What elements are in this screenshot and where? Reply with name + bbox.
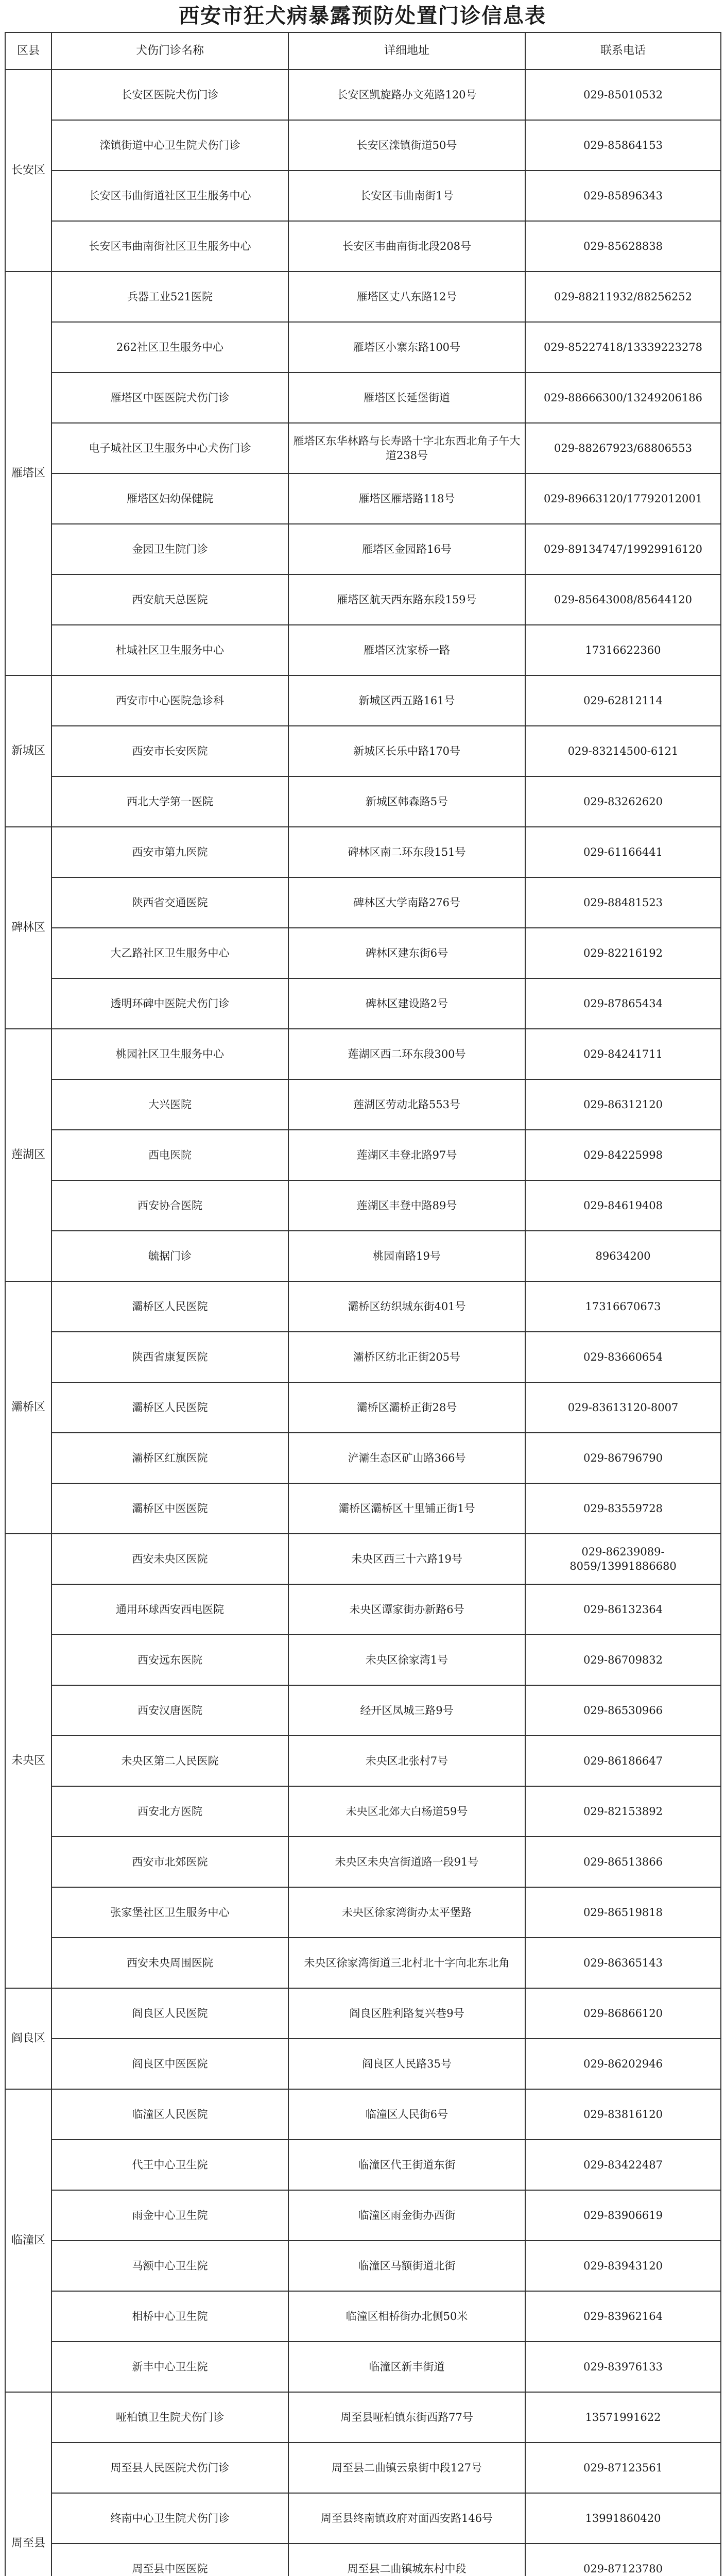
address-cell: 雁塔区金园路16号 bbox=[288, 524, 525, 574]
clinic-name-cell: 终南中心卫生院犬伤门诊 bbox=[51, 2493, 288, 2544]
address-cell: 灞桥区灞桥区十里铺正街1号 bbox=[288, 1483, 525, 1534]
address-cell: 临潼区新丰街道 bbox=[288, 2342, 525, 2392]
clinic-name-cell: 阎良区人民医院 bbox=[51, 1988, 288, 2039]
address-cell: 桃园南路19号 bbox=[288, 1231, 525, 1281]
header-district: 区县 bbox=[5, 32, 51, 70]
phone-cell: 029-83962164 bbox=[525, 2291, 721, 2342]
district-cell: 碑林区 bbox=[5, 827, 51, 1029]
phone-cell: 029-84241711 bbox=[525, 1029, 721, 1079]
clinic-name-cell: 西安航天总医院 bbox=[51, 574, 288, 625]
clinic-name-cell: 西安未央区医院 bbox=[51, 1534, 288, 1584]
address-cell: 临潼区代王街道东街 bbox=[288, 2140, 525, 2190]
address-cell: 长安区滦镇街道50号 bbox=[288, 120, 525, 171]
address-cell: 灞桥区纺北正街205号 bbox=[288, 1332, 525, 1382]
address-cell: 未央区徐家湾街办太平堡路 bbox=[288, 1887, 525, 1938]
clinic-name-cell: 新丰中心卫生院 bbox=[51, 2342, 288, 2392]
table-row bbox=[5, 2392, 721, 2443]
table-row bbox=[5, 1433, 721, 1483]
address-cell: 碑林区建设路2号 bbox=[288, 978, 525, 1029]
clinic-name-cell: 西安市北郊医院 bbox=[51, 1837, 288, 1887]
header-phone: 联系电话 bbox=[525, 32, 721, 70]
phone-cell: 029-86530966 bbox=[525, 1685, 721, 1736]
district-cell: 未央区 bbox=[5, 1534, 51, 1988]
phone-cell: 029-83906619 bbox=[525, 2190, 721, 2241]
table-row bbox=[5, 1635, 721, 1685]
phone-cell: 13991860420 bbox=[525, 2493, 721, 2544]
clinic-table bbox=[5, 32, 721, 2576]
address-cell: 灞桥区灞桥正街28号 bbox=[288, 1382, 525, 1433]
district-cell: 灞桥区 bbox=[5, 1281, 51, 1534]
district-cell: 临潼区 bbox=[5, 2089, 51, 2392]
phone-cell: 029-62812114 bbox=[525, 675, 721, 726]
district-cell: 周至县 bbox=[5, 2392, 51, 2576]
phone-cell: 029-83976133 bbox=[525, 2342, 721, 2392]
clinic-name-cell: 代王中心卫生院 bbox=[51, 2140, 288, 2190]
phone-cell: 029-86202946 bbox=[525, 2039, 721, 2089]
table-row bbox=[5, 171, 721, 221]
address-cell: 未央区西三十六路19号 bbox=[288, 1534, 525, 1584]
table-row bbox=[5, 928, 721, 978]
phone-cell: 029-85010532 bbox=[525, 70, 721, 120]
address-cell: 临潼区雨金街办西街 bbox=[288, 2190, 525, 2241]
address-cell: 经开区凤城三路9号 bbox=[288, 1685, 525, 1736]
phone-cell: 029-82216192 bbox=[525, 928, 721, 978]
phone-cell: 029-83214500-6121 bbox=[525, 726, 721, 776]
phone-cell: 029-85628838 bbox=[525, 221, 721, 272]
address-cell: 碑林区大学南路276号 bbox=[288, 877, 525, 928]
table-row bbox=[5, 221, 721, 272]
phone-cell: 029-85864153 bbox=[525, 120, 721, 171]
phone-cell: 029-61166441 bbox=[525, 827, 721, 877]
clinic-name-cell: 长安区韦曲街道社区卫生服务中心 bbox=[51, 171, 288, 221]
clinic-name-cell: 西安远东医院 bbox=[51, 1635, 288, 1685]
address-cell: 未央区谭家街办新路6号 bbox=[288, 1584, 525, 1635]
clinic-name-cell: 毓据门诊 bbox=[51, 1231, 288, 1281]
address-cell: 雁塔区航天西东路东段159号 bbox=[288, 574, 525, 625]
phone-cell: 029-86513866 bbox=[525, 1837, 721, 1887]
table-row bbox=[5, 372, 721, 423]
clinic-name-cell: 杜城社区卫生服务中心 bbox=[51, 625, 288, 675]
address-cell: 未央区徐家湾1号 bbox=[288, 1635, 525, 1685]
phone-cell: 029-88666300/13249206186 bbox=[525, 372, 721, 423]
clinic-name-cell: 相桥中心卫生院 bbox=[51, 2291, 288, 2342]
address-cell: 灞桥区纺织城东街401号 bbox=[288, 1281, 525, 1332]
address-cell: 雁塔区丈八东路12号 bbox=[288, 272, 525, 322]
phone-cell: 029-84619408 bbox=[525, 1180, 721, 1231]
table-row bbox=[5, 1281, 721, 1332]
table-row bbox=[5, 1988, 721, 2039]
clinic-name-cell: 大兴医院 bbox=[51, 1079, 288, 1130]
header-address: 详细地址 bbox=[288, 32, 525, 70]
phone-cell: 029-86239089-8059/13991886680 bbox=[525, 1534, 721, 1584]
address-cell: 莲湖区丰登中路89号 bbox=[288, 1180, 525, 1231]
table-row bbox=[5, 1079, 721, 1130]
phone-cell: 029-88267923/68806553 bbox=[525, 423, 721, 473]
phone-cell: 029-85896343 bbox=[525, 171, 721, 221]
clinic-name-cell: 大乙路社区卫生服务中心 bbox=[51, 928, 288, 978]
clinic-name-cell: 长安区韦曲南街社区卫生服务中心 bbox=[51, 221, 288, 272]
table-row bbox=[5, 675, 721, 726]
district-cell: 长安区 bbox=[5, 70, 51, 272]
table-row bbox=[5, 978, 721, 1029]
clinic-name-cell: 西安北方医院 bbox=[51, 1786, 288, 1837]
phone-cell: 029-86186647 bbox=[525, 1736, 721, 1786]
table-row bbox=[5, 2140, 721, 2190]
clinic-name-cell: 电子城社区卫生服务中心犬伤门诊 bbox=[51, 423, 288, 473]
table-row bbox=[5, 1685, 721, 1736]
phone-cell: 029-83943120 bbox=[525, 2241, 721, 2291]
address-cell: 莲湖区西二环东段300号 bbox=[288, 1029, 525, 1079]
clinic-name-cell: 陕西省康复医院 bbox=[51, 1332, 288, 1382]
clinic-name-cell: 西安市中心医院急诊科 bbox=[51, 675, 288, 726]
clinic-name-cell: 周至县人民医院犬伤门诊 bbox=[51, 2443, 288, 2493]
table-row bbox=[5, 2291, 721, 2342]
clinic-name-cell: 滦镇街道中心卫生院犬伤门诊 bbox=[51, 120, 288, 171]
clinic-name-cell: 262社区卫生服务中心 bbox=[51, 322, 288, 372]
phone-cell: 89634200 bbox=[525, 1231, 721, 1281]
clinic-name-cell: 桃园社区卫生服务中心 bbox=[51, 1029, 288, 1079]
address-cell: 碑林区南二环东段151号 bbox=[288, 827, 525, 877]
phone-cell: 029-89134747/19929916120 bbox=[525, 524, 721, 574]
address-cell: 阎良区人民路35号 bbox=[288, 2039, 525, 2089]
table-row bbox=[5, 1382, 721, 1433]
phone-cell: 029-83262620 bbox=[525, 776, 721, 827]
address-cell: 雁塔区小寨东路100号 bbox=[288, 322, 525, 372]
phone-cell: 029-83613120-8007 bbox=[525, 1382, 721, 1433]
table-row bbox=[5, 2089, 721, 2140]
clinic-name-cell: 雨金中心卫生院 bbox=[51, 2190, 288, 2241]
address-cell: 周至县二曲镇云泉街中段127号 bbox=[288, 2443, 525, 2493]
clinic-name-cell: 陕西省交通医院 bbox=[51, 877, 288, 928]
table-row bbox=[5, 272, 721, 322]
clinic-name-cell: 西安汉唐医院 bbox=[51, 1685, 288, 1736]
table-row bbox=[5, 524, 721, 574]
table-row bbox=[5, 1130, 721, 1180]
clinic-name-cell: 西电医院 bbox=[51, 1130, 288, 1180]
clinic-name-cell: 阎良区中医医院 bbox=[51, 2039, 288, 2089]
address-cell: 未央区北张村7号 bbox=[288, 1736, 525, 1786]
table-row bbox=[5, 2241, 721, 2291]
clinic-name-cell: 灞桥区人民医院 bbox=[51, 1382, 288, 1433]
phone-cell: 029-83422487 bbox=[525, 2140, 721, 2190]
address-cell: 长安区凯旋路办文苑路120号 bbox=[288, 70, 525, 120]
address-cell: 未央区未央宫街道路一段91号 bbox=[288, 1837, 525, 1887]
table-row bbox=[5, 1584, 721, 1635]
table-row bbox=[5, 2039, 721, 2089]
clinic-name-cell: 哑柏镇卫生院犬伤门诊 bbox=[51, 2392, 288, 2443]
clinic-name-cell: 通用环球西安西电医院 bbox=[51, 1584, 288, 1635]
table-row bbox=[5, 1483, 721, 1534]
table-row bbox=[5, 2342, 721, 2392]
address-cell: 长安区韦曲南街1号 bbox=[288, 171, 525, 221]
phone-cell: 029-89663120/17792012001 bbox=[525, 473, 721, 524]
address-cell: 周至县哑柏镇东街西路77号 bbox=[288, 2392, 525, 2443]
phone-cell: 029-85643008/85644120 bbox=[525, 574, 721, 625]
table-row bbox=[5, 322, 721, 372]
district-cell: 阎良区 bbox=[5, 1988, 51, 2089]
address-cell: 浐灞生态区矿山路366号 bbox=[288, 1433, 525, 1483]
table-row bbox=[5, 1786, 721, 1837]
table-row bbox=[5, 1887, 721, 1938]
phone-cell: 029-87123561 bbox=[525, 2443, 721, 2493]
table-body bbox=[5, 70, 721, 2576]
clinic-name-cell: 马额中心卫生院 bbox=[51, 2241, 288, 2291]
table-row bbox=[5, 2544, 721, 2576]
table-row bbox=[5, 776, 721, 827]
address-cell: 雁塔区沈家桥一路 bbox=[288, 625, 525, 675]
address-cell: 莲湖区劳动北路553号 bbox=[288, 1079, 525, 1130]
clinic-name-cell: 雁塔区妇幼保健院 bbox=[51, 473, 288, 524]
header-clinic-name: 犬伤门诊名称 bbox=[51, 32, 288, 70]
address-cell: 临潼区马额街道北街 bbox=[288, 2241, 525, 2291]
phone-cell: 029-87865434 bbox=[525, 978, 721, 1029]
table-row bbox=[5, 827, 721, 877]
table-row bbox=[5, 1837, 721, 1887]
address-cell: 雁塔区东华林路与长寿路十字北东西北角子午大道238号 bbox=[288, 423, 525, 473]
address-cell: 雁塔区长延堡街道 bbox=[288, 372, 525, 423]
clinic-name-cell: 西安市长安医院 bbox=[51, 726, 288, 776]
address-cell: 新城区长乐中路170号 bbox=[288, 726, 525, 776]
table-row bbox=[5, 574, 721, 625]
phone-cell: 13571991622 bbox=[525, 2392, 721, 2443]
phone-cell: 029-82153892 bbox=[525, 1786, 721, 1837]
clinic-name-cell: 西安未央周围医院 bbox=[51, 1938, 288, 1988]
table-row bbox=[5, 1231, 721, 1281]
address-cell: 临潼区人民街6号 bbox=[288, 2089, 525, 2140]
address-cell: 未央区徐家湾街道三北村北十字向北东北角 bbox=[288, 1938, 525, 1988]
address-cell: 碑林区建东街6号 bbox=[288, 928, 525, 978]
table-row bbox=[5, 1180, 721, 1231]
table-row bbox=[5, 2443, 721, 2493]
clinic-name-cell: 雁塔区中医医院犬伤门诊 bbox=[51, 372, 288, 423]
clinic-name-cell: 周至县中医医院 bbox=[51, 2544, 288, 2576]
clinic-name-cell: 兵器工业521医院 bbox=[51, 272, 288, 322]
clinic-name-cell: 西安市第九医院 bbox=[51, 827, 288, 877]
table-row bbox=[5, 2190, 721, 2241]
address-cell: 长安区韦曲南街北段208号 bbox=[288, 221, 525, 272]
table-row bbox=[5, 1332, 721, 1382]
clinic-name-cell: 临潼区人民医院 bbox=[51, 2089, 288, 2140]
phone-cell: 029-86709832 bbox=[525, 1635, 721, 1685]
phone-cell: 029-83816120 bbox=[525, 2089, 721, 2140]
address-cell: 新城区西五路161号 bbox=[288, 675, 525, 726]
address-cell: 阎良区胜利路复兴巷9号 bbox=[288, 1988, 525, 2039]
phone-cell: 029-85227418/13339223278 bbox=[525, 322, 721, 372]
clinic-name-cell: 透明环碑中医院犬伤门诊 bbox=[51, 978, 288, 1029]
phone-cell: 029-86866120 bbox=[525, 1988, 721, 2039]
table-row bbox=[5, 1029, 721, 1079]
table-row bbox=[5, 120, 721, 171]
table-row bbox=[5, 2493, 721, 2544]
address-cell: 雁塔区雁塔路118号 bbox=[288, 473, 525, 524]
table-row bbox=[5, 726, 721, 776]
phone-cell: 17316670673 bbox=[525, 1281, 721, 1332]
table-row bbox=[5, 423, 721, 473]
address-cell: 周至县二曲镇城东村中段 bbox=[288, 2544, 525, 2576]
table-row bbox=[5, 473, 721, 524]
clinic-name-cell: 灞桥区人民医院 bbox=[51, 1281, 288, 1332]
phone-cell: 029-86132364 bbox=[525, 1584, 721, 1635]
phone-cell: 029-83559728 bbox=[525, 1483, 721, 1534]
table-row bbox=[5, 1938, 721, 1988]
clinic-name-cell: 西北大学第一医院 bbox=[51, 776, 288, 827]
page-title: 西安市狂犬病暴露预防处置门诊信息表 bbox=[179, 4, 546, 28]
clinic-name-cell: 长安区医院犬伤门诊 bbox=[51, 70, 288, 120]
phone-cell: 029-86365143 bbox=[525, 1938, 721, 1988]
address-cell: 新城区韩森路5号 bbox=[288, 776, 525, 827]
clinic-name-cell: 未央区第二人民医院 bbox=[51, 1736, 288, 1786]
address-cell: 莲湖区丰登北路97号 bbox=[288, 1130, 525, 1180]
address-cell: 未央区北郊大白杨道59号 bbox=[288, 1786, 525, 1837]
district-cell: 莲湖区 bbox=[5, 1029, 51, 1281]
table-row bbox=[5, 1534, 721, 1584]
table-row bbox=[5, 625, 721, 675]
phone-cell: 029-88481523 bbox=[525, 877, 721, 928]
clinic-name-cell: 西安协合医院 bbox=[51, 1180, 288, 1231]
clinic-name-cell: 灞桥区红旗医院 bbox=[51, 1433, 288, 1483]
address-cell: 周至县终南镇政府对面西安路146号 bbox=[288, 2493, 525, 2544]
clinic-name-cell: 金园卫生院门诊 bbox=[51, 524, 288, 574]
phone-cell: 029-83660654 bbox=[525, 1332, 721, 1382]
table-row bbox=[5, 877, 721, 928]
table-header-row bbox=[5, 32, 721, 70]
phone-cell: 17316622360 bbox=[525, 625, 721, 675]
district-cell: 新城区 bbox=[5, 675, 51, 827]
address-cell: 临潼区相桥街办北侧50米 bbox=[288, 2291, 525, 2342]
phone-cell: 029-86312120 bbox=[525, 1079, 721, 1130]
table-row bbox=[5, 1736, 721, 1786]
clinic-name-cell: 张家堡社区卫生服务中心 bbox=[51, 1887, 288, 1938]
district-cell: 雁塔区 bbox=[5, 272, 51, 675]
phone-cell: 029-86796790 bbox=[525, 1433, 721, 1483]
phone-cell: 029-86519818 bbox=[525, 1887, 721, 1938]
phone-cell: 029-88211932/88256252 bbox=[525, 272, 721, 322]
phone-cell: 029-87123780 bbox=[525, 2544, 721, 2576]
phone-cell: 029-84225998 bbox=[525, 1130, 721, 1180]
clinic-name-cell: 灞桥区中医医院 bbox=[51, 1483, 288, 1534]
table-row bbox=[5, 70, 721, 120]
